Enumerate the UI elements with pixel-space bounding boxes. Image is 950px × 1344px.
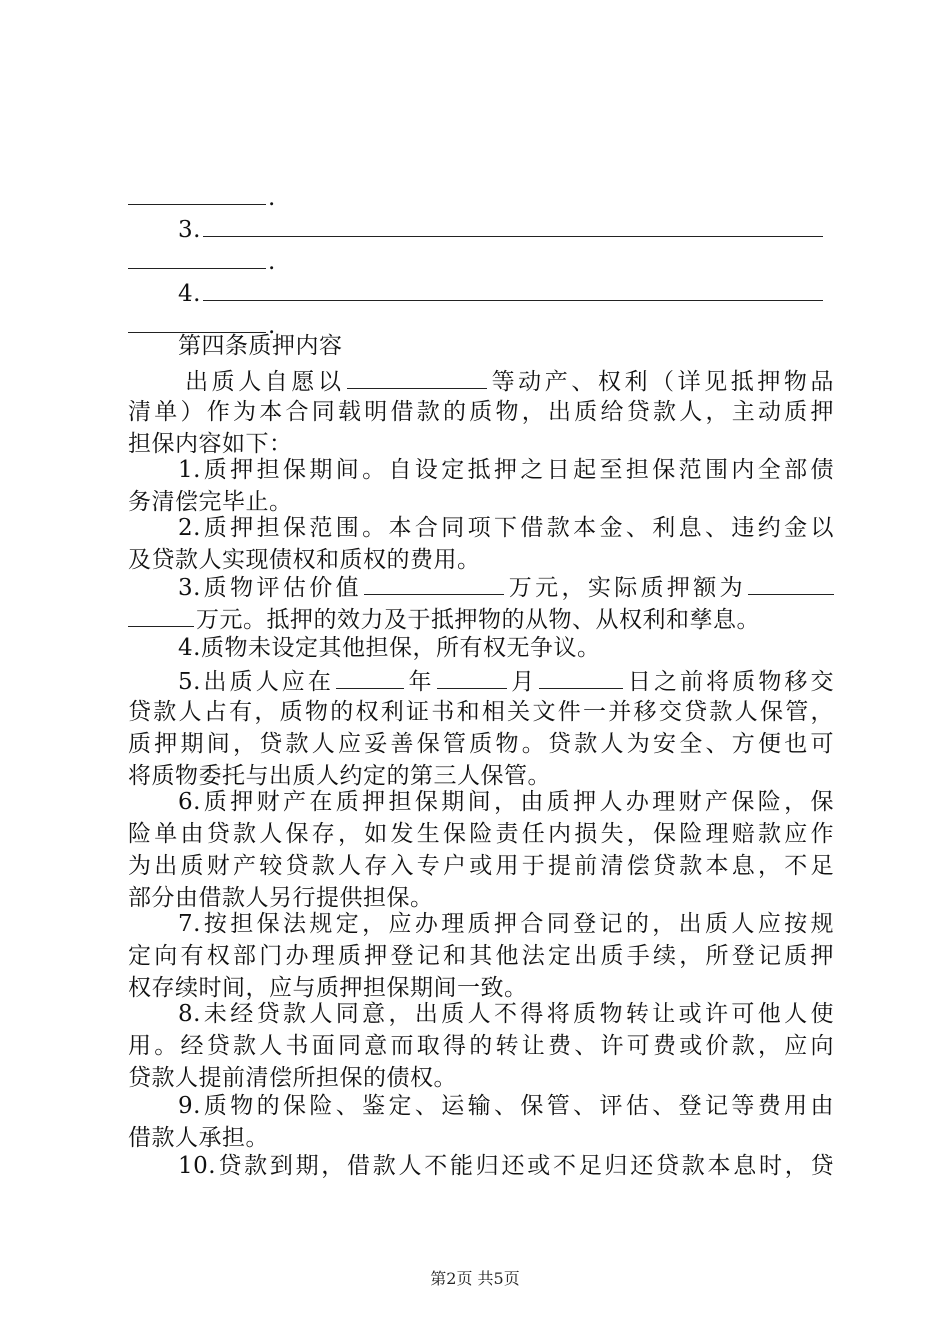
doc-line [128, 512, 834, 544]
line-text: 5.出质人应在 [178, 669, 334, 695]
doc-line [128, 1090, 834, 1122]
doc-line [128, 728, 834, 760]
section-heading [128, 330, 834, 362]
doc-line [128, 1150, 834, 1182]
line-text: . [268, 313, 276, 339]
line-text: 险单由贷款人保存，如发生保险责任内损失，保险理赔款应作 [128, 821, 834, 847]
doc-line [128, 940, 834, 972]
doc-line [128, 818, 834, 850]
line-text: 将质物委托与出质人约定的第三人保管。 [128, 763, 551, 789]
fill-blank [128, 602, 194, 627]
page-footer [0, 1268, 950, 1290]
line-text: 借款人承担。 [128, 1125, 269, 1151]
line-text: 万元，实际质押额为 [505, 575, 746, 601]
line-text: 及贷款人实现债权和质权的费用。 [128, 547, 481, 573]
fill-blank [364, 570, 504, 595]
doc-line [128, 1030, 834, 1062]
doc-line [128, 454, 834, 486]
line-text: 4.质物未设定其他担保，所有权无争议。 [178, 635, 601, 661]
line-text: 万元。抵押的效力及于抵押物的从物、从权利和孳息。 [196, 607, 760, 633]
line-text: 8.未经贷款人同意，出质人不得将质物转让或许可他人使 [178, 1001, 834, 1027]
doc-line [128, 244, 834, 278]
doc-line [128, 696, 834, 728]
line-text: 月 [508, 669, 538, 695]
fill-blank [128, 244, 266, 269]
fill-blank [128, 180, 266, 205]
fill-blank [203, 276, 823, 301]
doc-line [128, 364, 834, 398]
item-number: 3. [178, 217, 201, 243]
fill-blank [437, 664, 507, 689]
line-text: 等动产、权利（详见抵押物品 [488, 369, 835, 395]
doc-line [128, 786, 834, 818]
line-text: 用。经贷款人书面同意而取得的转让费、许可费或价款，应向 [128, 1033, 834, 1059]
line-text: 部分由借款人另行提供担保。 [128, 885, 434, 911]
page-number: 第2页 共5页 [430, 1269, 520, 1288]
line-text: 2.质押担保范围。本合同项下借款本金、利息、违约金以 [178, 515, 834, 541]
fill-blank [336, 664, 404, 689]
doc-line [128, 632, 834, 664]
line-text: 1.质押担保期间。自设定抵押之日起至担保范围内全部债 [178, 457, 834, 483]
item-number: 4. [178, 281, 201, 307]
line-text: 日之前将质物移交 [625, 669, 834, 695]
line-text: 权存续时间，应与质押担保期间一致。 [128, 975, 528, 1001]
line-text: 质押期间，贷款人应妥善保管质物。贷款人为安全、方便也可 [128, 731, 834, 757]
line-text: 担保内容如下： [128, 431, 293, 457]
line-text: 年 [405, 669, 435, 695]
doc-line [128, 180, 834, 214]
line-text: 出质人自愿以 [182, 369, 345, 395]
doc-line [128, 908, 834, 940]
doc-line [128, 998, 834, 1030]
doc-line [128, 664, 834, 698]
doc-line [128, 212, 834, 246]
doc-line [128, 850, 834, 882]
fill-blank [748, 570, 834, 595]
section-title: 第四条质押内容 [178, 333, 343, 359]
doc-line [128, 276, 834, 310]
fill-blank [347, 364, 487, 389]
line-text: 定向有权部门办理质押登记和其他法定出质手续，所登记质押 [128, 943, 834, 969]
line-text: 为出质财产较贷款人存入专户或用于提前清偿贷款本息，不足 [128, 853, 834, 879]
line-text: 贷款人提前清偿所担保的债权。 [128, 1065, 457, 1091]
line-text: . [268, 249, 276, 275]
line-text: 7.按担保法规定，应办理质押合同登记的，出质人应按规 [178, 911, 834, 937]
line-text: 贷款人占有，质物的权利证书和相关文件一并移交贷款人保管， [128, 699, 834, 725]
line-text: . [268, 185, 276, 211]
doc-line [128, 602, 834, 636]
doc-line [128, 396, 834, 428]
line-text: 清单）作为本合同载明借款的质物，出质给贷款人，主动质押 [128, 399, 834, 425]
line-text: 9.质物的保险、鉴定、运输、保管、评估、登记等费用由 [178, 1093, 834, 1119]
line-text: 10.贷款到期，借款人不能归还或不足归还贷款本息时，贷 [178, 1153, 834, 1179]
line-text: 3.质物评估价值 [178, 575, 362, 601]
fill-blank [539, 664, 623, 689]
line-text: 6.质押财产在质押担保期间，由质押人办理财产保险，保 [178, 789, 834, 815]
line-text: 务清偿完毕止。 [128, 489, 293, 515]
fill-blank [203, 212, 823, 237]
doc-line [128, 570, 834, 604]
